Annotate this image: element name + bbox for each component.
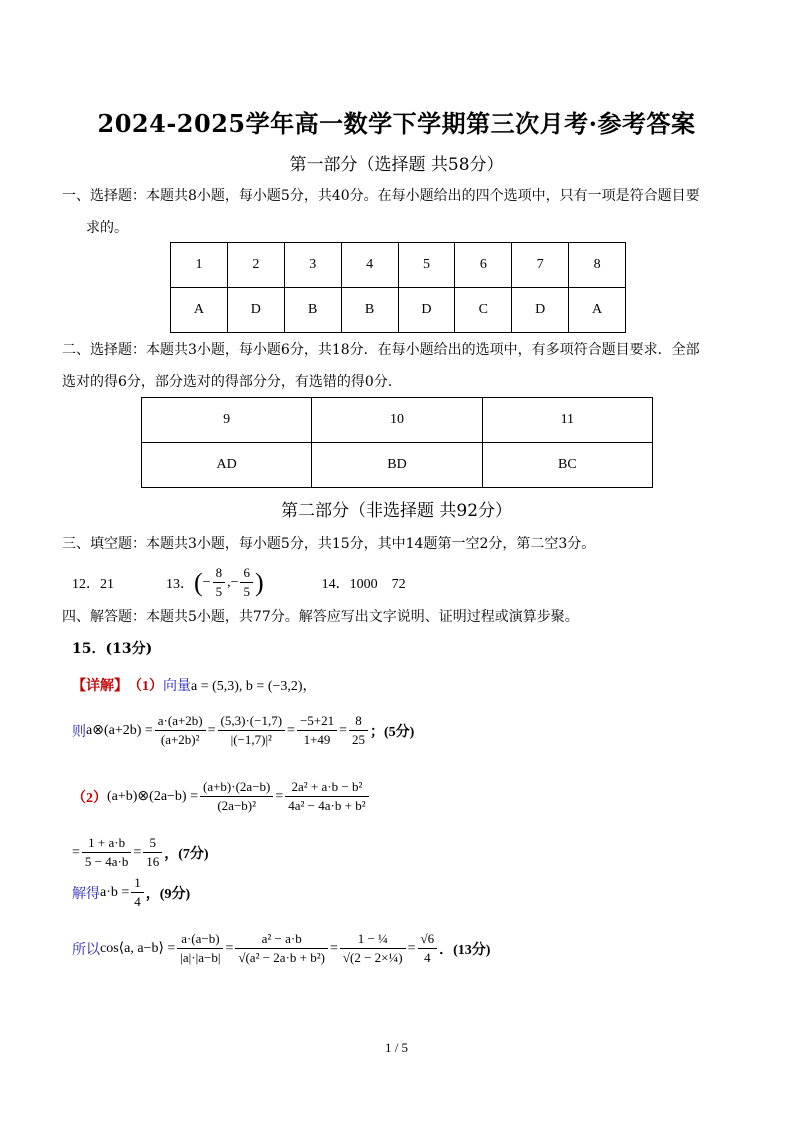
table1-cell: D [227,288,284,333]
table1-cell: B [284,288,341,333]
part1-heading: 第一部分（选择题 共58分） [289,155,504,175]
table1-cell: A [171,288,228,333]
part1-label: （1） [128,679,163,694]
table1-cell: 1 [171,243,228,288]
answer-table-2 [141,397,653,488]
answer-table-1 [170,242,626,333]
table1-cell: C [455,288,512,333]
page-title: 2024-2025学年高一数学下学期第三次月考·参考答案 [97,109,696,138]
q15-step5: 所以 cos⟨a, a−b⟩ = $\frac{a\cdot(a-b)}{|a|\cdot|a-b|}$ = $\frac{\text{a² − a·b}}{\text{√(a² − 2a·b + b²)}}$ = $\frac{\text{1 − ¼}}{\text{√(2 − 2×¼)}}$ = $\frac{√6}{4}$ ．(13分) [72,931,491,965]
section1-line2: 求的。 [86,220,128,236]
section2-line1: 二、选择题：本题共3小题，每小题6分，共18分．在每小题给出的选项中，有多项符合题目要求．全部 [62,342,700,358]
step1-fraction-1: $\frac{a\cdot(a+2b)}{\text{(a+2b)²}}$ [155,712,206,749]
step5-fraction-1: $\frac{a\cdot(a-b)}{|a|\cdot|a-b|}$ [177,930,223,967]
table1-cell: 5 [398,243,455,288]
table2-header-row [142,398,653,443]
table1-cell: 3 [284,243,341,288]
table1-cell: D [512,288,569,333]
part2-label: （2） [72,790,107,806]
fill-answers-row: 12．21 13． ( − $\frac{8}{5}$ ,− $\frac{6}{5}$ ) 14．1000 72 [72,565,406,599]
q15-header: 15．(13分) [72,641,153,657]
step1-fraction-2: $\frac{(5,3)\cdot(-1,7)}{\text{|(−1,7)|²}}$ [218,712,285,749]
section1-line1: 一、选择题：本题共8小题，每小题5分，共40分。在每小题给出的四个选项中，只有一项是符合题目要 [62,188,700,204]
table2-cell: BC [482,443,652,488]
table1-cell: 7 [512,243,569,288]
table1-header-row [171,243,626,288]
table2-cell: BD [312,443,482,488]
step2-lhs: (a+b)⊗(2a−b) = [107,789,198,804]
step5-fraction-3: $\frac{\text{1 − ¼}}{\text{√(2 − 2×¼)}}$ [340,930,406,967]
table1-cell: 4 [341,243,398,288]
vector-intro: 向量 [163,679,191,694]
table2-cell: 10 [312,398,482,443]
table1-answer-row [171,288,626,333]
section3-line1: 三、填空题：本题共3小题，每小题5分，共15分，其中14题第一空2分，第二空3分。 [62,536,596,552]
table1-cell: 2 [227,243,284,288]
step1-lhs: a⊗(a+2b) = [86,723,153,738]
table1-cell: A [569,288,626,333]
table1-cell: 8 [569,243,626,288]
step5-fraction-2: $\frac{\text{a² − a·b}}{\text{√(a² − 2a·b + b²)}}$ [235,930,328,967]
q13-fraction-2: $\frac{6}{5}$ [240,564,253,601]
score-1: ；(5分) [370,724,415,740]
table1-cell: B [341,288,398,333]
jiede-text: 解得 [72,886,100,902]
step1-fraction-4: $\frac{8}{25}$ [349,712,368,749]
table2-cell: 11 [482,398,652,443]
q15-step2: （2） (a+b)⊗(2a−b) = $\frac{(a+b)\cdot(2a-b)}{\text{(2a−b)²}}$ = $\frac{\text{2a² + a·b − b²}}{\text{4a² − 4a·b + b²}}$ [72,778,371,815]
score-3: ，(9分) [145,886,191,902]
table2-cell: 9 [142,398,312,443]
table1-cell: 6 [455,243,512,288]
section2-line2: 选对的得6分，部分选对的得部分分，有选错的得0分． [62,374,402,390]
step4-fraction: $\frac{1}{4}$ [131,874,144,911]
ze-text: 则 [72,724,86,740]
step5-lhs: cos⟨a, a−b⟩ = [100,941,176,956]
score-2: ，(7分) [164,846,209,862]
step1-fraction-3: $\frac{-5+21}{1+49}$ [297,712,337,749]
score-4: ．(13分) [439,942,491,958]
q13-label: 13． [166,576,194,592]
suoyi-text: 所以 [72,942,100,958]
step3-fraction-2: $\frac{5}{16}$ [143,834,162,871]
part2-heading: 第二部分（非选择题 共92分） [280,501,513,521]
table1-cell: D [398,288,455,333]
section4-line1: 四、解答题：本题共5小题，共77分。解答应写出文字说明、证明过程或演算步聚。 [62,609,579,625]
vector-definition: a = (5,3), b = (−3,2)， [191,679,317,694]
q15-part1-line [72,675,317,695]
step3-fraction-1: $\frac{1 + a\cdot b}{5 - 4a\cdot b}$ [82,834,131,871]
q15-step4 [72,874,190,911]
table2-answer-row [142,443,653,488]
detail-label: 【详解】 [72,679,128,694]
step4-expr: a·b = [100,884,130,900]
step5-fraction-4: $\frac{√6}{4}$ [418,930,438,967]
q15-step1: 则 a⊗(a+2b) = $\frac{a\cdot(a+2b)}{\text{(a+2b)²}}$ = $\frac{(5,3)\cdot(-1,7)}{\text{|(−1,7)|²}}$ = $\frac{-5+21}{1+49}$ = $\frac{8}{25}$ ；(5分) [72,713,415,747]
table2-cell: AD [142,443,312,488]
q12-answer: 12．21 [72,576,114,592]
step2-fraction-1: $\frac{(a+b)\cdot(2a-b)}{\text{(2a−b)²}}$ [200,778,273,815]
q13-fraction-1: $\frac{8}{5}$ [213,564,226,601]
page-number: 1 / 5 [384,1040,409,1055]
q15-step3: = $\frac{1 + a\cdot b}{5 - 4a\cdot b}$ = $\frac{5}{16}$ ，(7分) [72,835,209,869]
q14-answer: 14．1000 72 [321,576,406,592]
step2-fraction-2: $\frac{\text{2a² + a·b − b²}}{\text{4a² − 4a·b + b²}}$ [285,778,368,815]
